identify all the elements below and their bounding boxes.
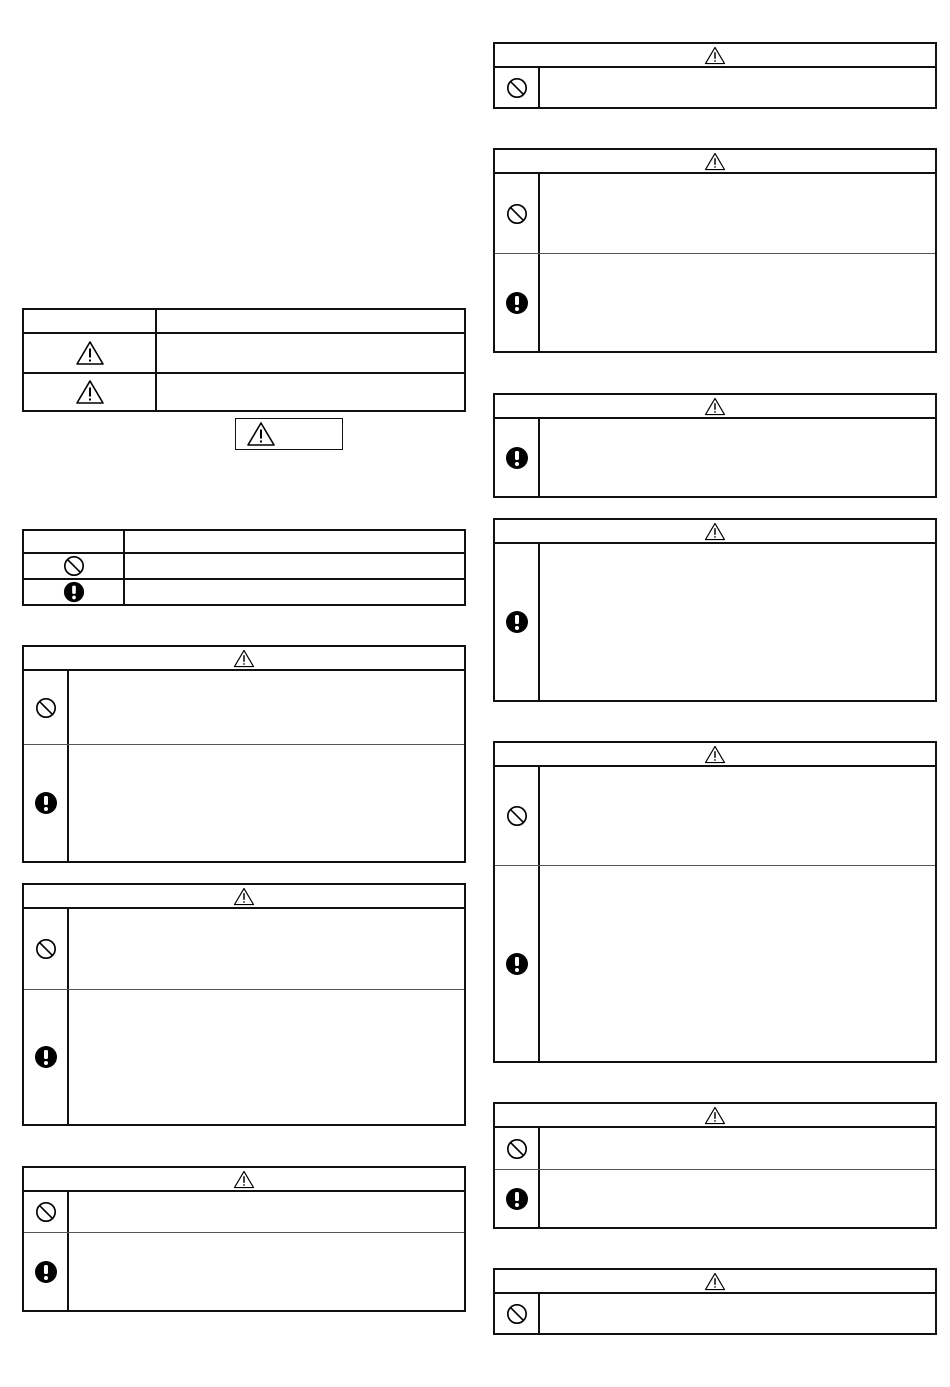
prohibition-icon bbox=[506, 77, 528, 99]
warning-triangle-icon bbox=[704, 152, 726, 171]
row-text bbox=[69, 909, 464, 989]
block-header bbox=[495, 150, 935, 174]
legend-header-right bbox=[157, 310, 464, 332]
mandatory-action-icon bbox=[505, 291, 529, 315]
row-text bbox=[69, 745, 464, 861]
warning-triangle-icon bbox=[704, 1106, 726, 1125]
warning-triangle-icon bbox=[233, 649, 255, 668]
symbol-icon-cell bbox=[24, 580, 125, 604]
row-icon-cell bbox=[495, 1294, 540, 1333]
prohibition-row bbox=[495, 1294, 935, 1333]
mandatory-action-icon bbox=[505, 952, 529, 976]
row-icon-cell bbox=[495, 1170, 540, 1227]
prohibition-icon bbox=[506, 1138, 528, 1160]
safety-block bbox=[493, 518, 937, 702]
block-header bbox=[495, 1270, 935, 1294]
safety-block bbox=[493, 148, 937, 353]
symbol-icon-cell bbox=[24, 554, 125, 578]
prohibition-row bbox=[495, 174, 935, 253]
row-icon-cell bbox=[24, 1233, 69, 1310]
row-icon-cell bbox=[495, 767, 540, 865]
symbol-description bbox=[125, 580, 464, 604]
prohibition-icon bbox=[506, 203, 528, 225]
mandatory-action-icon bbox=[34, 791, 58, 815]
symbol-header-row bbox=[24, 531, 464, 552]
row-text bbox=[540, 544, 935, 700]
row-icon-cell bbox=[24, 671, 69, 744]
row-text bbox=[540, 1170, 935, 1227]
warning-triangle-icon bbox=[233, 1170, 255, 1189]
warning-triangle-icon bbox=[75, 340, 105, 366]
row-icon-cell bbox=[24, 990, 69, 1124]
mandatory-row bbox=[24, 1232, 464, 1310]
mandatory-row bbox=[495, 419, 935, 496]
symbol-header-left bbox=[24, 531, 125, 552]
warning-triangle-icon bbox=[704, 745, 726, 764]
prohibition-icon bbox=[506, 805, 528, 827]
signal-word-legend-table bbox=[22, 308, 466, 412]
legend-icon-cell bbox=[24, 374, 157, 410]
prohibition-row bbox=[24, 909, 464, 989]
warning-triangle-icon bbox=[75, 379, 105, 405]
mandatory-action-icon bbox=[34, 1260, 58, 1284]
safety-block bbox=[22, 883, 466, 1126]
legend-row bbox=[24, 332, 464, 372]
warning-triangle-icon bbox=[246, 421, 276, 447]
warning-triangle-icon bbox=[233, 887, 255, 906]
row-icon-cell bbox=[24, 1192, 69, 1232]
row-icon-cell bbox=[24, 909, 69, 989]
safety-block bbox=[22, 645, 466, 863]
block-header bbox=[495, 44, 935, 68]
prohibition-row bbox=[24, 671, 464, 744]
row-text bbox=[540, 174, 935, 253]
safety-block bbox=[493, 42, 937, 109]
mandatory-action-icon bbox=[63, 581, 85, 603]
mandatory-row bbox=[24, 989, 464, 1124]
row-text bbox=[540, 1294, 935, 1333]
row-icon-cell bbox=[495, 544, 540, 700]
block-header bbox=[495, 1104, 935, 1128]
mandatory-action-icon bbox=[34, 1045, 58, 1069]
prohibition-icon bbox=[506, 1303, 528, 1325]
row-icon-cell bbox=[495, 68, 540, 107]
legend-header-left bbox=[24, 310, 157, 332]
safety-block bbox=[493, 1102, 937, 1229]
row-text bbox=[540, 866, 935, 1061]
legend-header-row bbox=[24, 310, 464, 332]
row-text bbox=[69, 1192, 464, 1232]
legend-description bbox=[157, 374, 464, 410]
prohibition-row bbox=[495, 767, 935, 865]
mandatory-action-icon bbox=[505, 1187, 529, 1211]
block-header bbox=[495, 395, 935, 419]
warning-callout-box bbox=[235, 418, 343, 450]
mandatory-row bbox=[24, 744, 464, 861]
symbol-row bbox=[24, 578, 464, 604]
row-icon-cell bbox=[495, 174, 540, 253]
row-icon-cell bbox=[495, 254, 540, 351]
block-header bbox=[495, 520, 935, 544]
prohibition-icon bbox=[35, 697, 57, 719]
row-icon-cell bbox=[495, 1128, 540, 1169]
warning-triangle-icon bbox=[704, 397, 726, 416]
row-icon-cell bbox=[24, 745, 69, 861]
block-header bbox=[24, 1168, 464, 1192]
warning-triangle-icon bbox=[704, 46, 726, 65]
row-text bbox=[540, 254, 935, 351]
mandatory-action-icon bbox=[505, 610, 529, 634]
row-text bbox=[540, 1128, 935, 1169]
block-header bbox=[24, 647, 464, 671]
warning-triangle-icon bbox=[704, 1272, 726, 1291]
mandatory-row bbox=[495, 253, 935, 351]
row-icon-cell bbox=[495, 866, 540, 1061]
safety-block bbox=[493, 741, 937, 1063]
prohibition-icon bbox=[35, 1201, 57, 1223]
mandatory-action-icon bbox=[505, 446, 529, 470]
mandatory-row bbox=[495, 865, 935, 1061]
row-text bbox=[69, 990, 464, 1124]
legend-icon-cell bbox=[24, 334, 157, 372]
symbol-header-right bbox=[125, 531, 464, 552]
symbol-description bbox=[125, 554, 464, 578]
prohibition-icon bbox=[63, 555, 85, 577]
legend-row bbox=[24, 372, 464, 410]
symbol-legend-table bbox=[22, 529, 466, 606]
prohibition-icon bbox=[35, 938, 57, 960]
legend-description bbox=[157, 334, 464, 372]
row-text bbox=[69, 671, 464, 744]
prohibition-row bbox=[24, 1192, 464, 1232]
row-text bbox=[540, 419, 935, 496]
prohibition-row bbox=[495, 68, 935, 107]
mandatory-row bbox=[495, 544, 935, 700]
block-header bbox=[24, 885, 464, 909]
prohibition-row bbox=[495, 1128, 935, 1169]
safety-block bbox=[22, 1166, 466, 1312]
symbol-row bbox=[24, 552, 464, 578]
safety-block bbox=[493, 1268, 937, 1335]
row-text bbox=[69, 1233, 464, 1310]
row-icon-cell bbox=[495, 419, 540, 496]
block-header bbox=[495, 743, 935, 767]
row-text bbox=[540, 68, 935, 107]
warning-triangle-icon bbox=[704, 522, 726, 541]
row-text bbox=[540, 767, 935, 865]
safety-block bbox=[493, 393, 937, 498]
mandatory-row bbox=[495, 1169, 935, 1227]
